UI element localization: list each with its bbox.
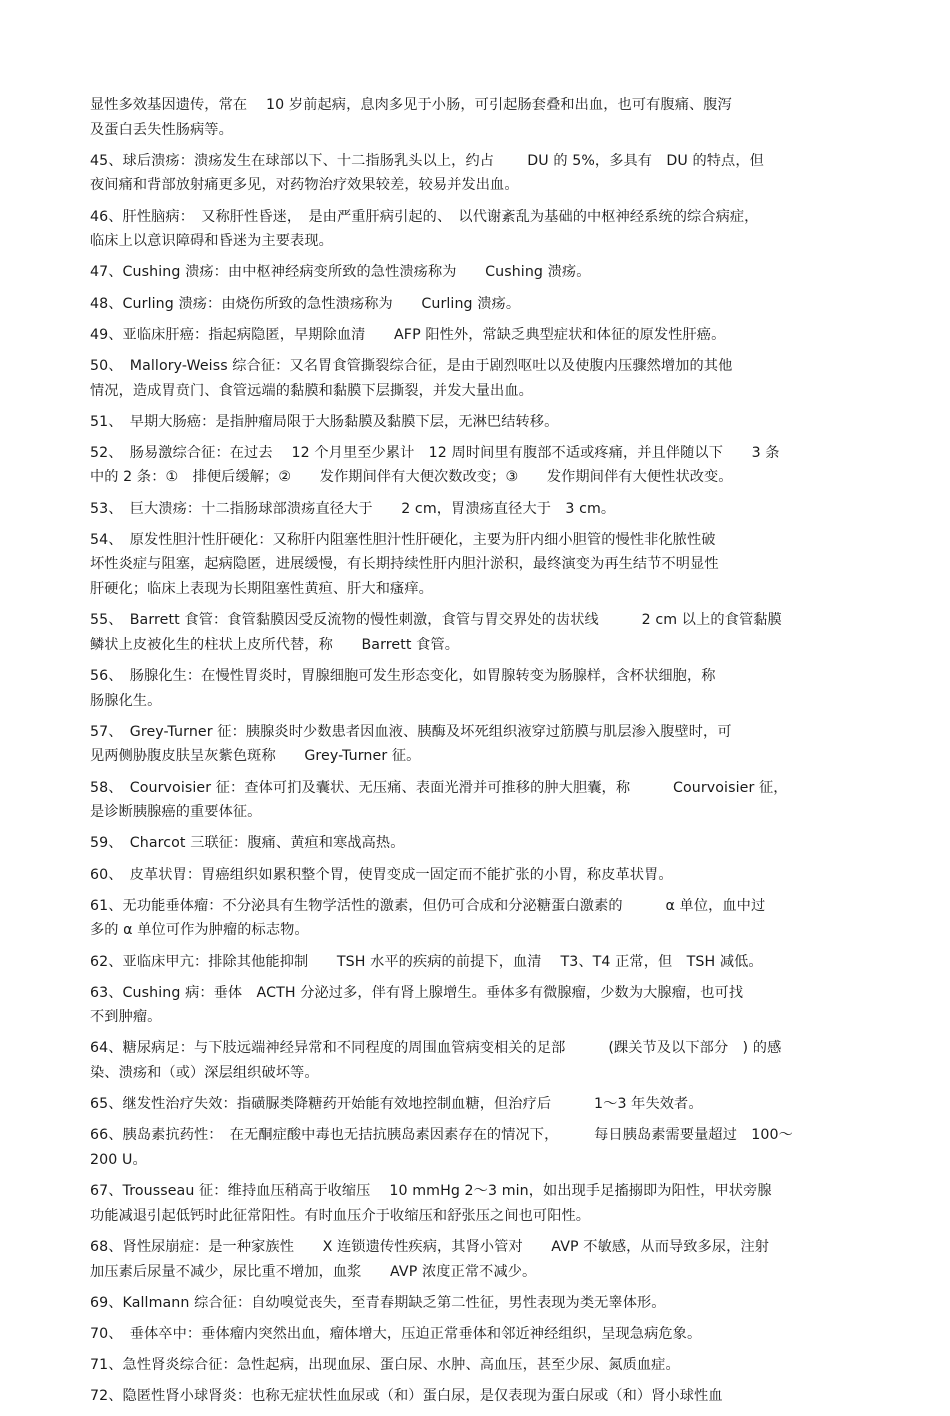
text-line: 及蛋白丢失性肠病等。: [90, 121, 233, 138]
text-line: 200 U。: [90, 1152, 147, 1169]
term-entry: [90, 608, 865, 657]
term-entry: [90, 1384, 865, 1409]
text-line: 66、胰岛素抗药性： 在无酮症酸中毒也无拮抗胰岛素因素存在的情况下， 每日胰岛素需要量超过 100～: [90, 1127, 793, 1144]
term-entry: [90, 410, 865, 435]
text-line: 67、Trousseau 征：维持血压稍高于收缩压 10 mmHg 2～3 min，如出现手足搐搦即为阳性，甲状旁腺: [90, 1183, 772, 1200]
term-entry: [90, 720, 865, 769]
term-entry: [90, 441, 865, 490]
term-entry: [90, 863, 865, 888]
text-line: 63、Cushing 病：垂体 ACTH 分泌过多，伴有肾上腺增生。垂体多有微腺瘤，少数为大腺瘤，也可找: [90, 984, 744, 1001]
term-entry: [90, 497, 865, 522]
term-entry: [90, 1092, 865, 1117]
term-entry: [90, 1322, 865, 1347]
term-entry: [90, 664, 865, 713]
text-line: 51、 早期大肠癌：是指肿瘤局限于大肠黏膜及黏膜下层，无淋巴结转移。: [90, 413, 559, 430]
text-line: 53、 巨大溃疡：十二指肠球部溃疡直径大于 2 cm，胃溃疡直径大于 3 cm。: [90, 500, 616, 517]
text-line: 60、 皮革状胃：胃癌组织如累积整个胃，使胃变成一固定而不能扩张的小胃，称皮革状胃。: [90, 866, 673, 883]
term-entry: [90, 1036, 865, 1085]
text-line: 55、 Barrett 食管：食管黏膜因受反流物的慢性刺激，食管与胃交界处的齿状线 2 cm 以上的食管黏膜: [90, 612, 782, 629]
text-line: 情况，造成胃贲门、食管远端的黏膜和黏膜下层撕裂，并发大量出血。: [90, 382, 533, 399]
text-line: 68、肾性尿崩症：是一种家族性 X 连锁遗传性疾病，其肾小管对 AVP 不敏感，从而导致多尿，注射: [90, 1239, 770, 1255]
text-line: 不到肿瘤。: [90, 1009, 162, 1026]
term-entry: [90, 93, 865, 142]
text-line: 多的 α 单位可作为肿瘤的标志物。: [90, 922, 309, 939]
text-line: 功能减退引起低钙时此征常阳性。有时血压介于收缩压和舒张压之间也可阳性。: [90, 1207, 591, 1224]
term-entry: [90, 354, 865, 403]
text-line: 是诊断胰腺癌的重要体征。: [90, 804, 262, 821]
text-line: 显性多效基因遗传，常在 10 岁前起病，息肉多见于小肠，可引起肠套叠和出血，也可有腹痛、腹泻: [90, 97, 732, 113]
text-line: 54、 原发性胆汁性肝硬化：又称肝内阻塞性胆汁性肝硬化，主要为肝内细小胆管的慢性非化脓性破: [90, 531, 716, 548]
text-line: 57、 Grey-Turner 征：胰腺炎时少数患者因血液、胰酶及坏死组织液穿过筋膜与肌层渗入腹壁时，可: [90, 723, 732, 740]
term-entry: [90, 323, 865, 348]
term-entry: [90, 149, 865, 198]
text-line: 59、 Charcot 三联征：腹痛、黄疸和寒战高热。: [90, 835, 405, 852]
term-entry: [90, 776, 865, 825]
text-line: 64、糖尿病足：与下肢远端神经异常和不同程度的周围血管病变相关的足部 (踝关节及以下部分 ) 的感: [90, 1040, 782, 1057]
term-entry: [90, 528, 865, 602]
term-entry: [90, 260, 865, 285]
text-line: 65、继发性治疗失效：指磺脲类降糖药开始能有效地控制血糖，但治疗后 1～3 年失效者。: [90, 1096, 703, 1113]
term-entry: [90, 1235, 865, 1284]
text-line: 62、亚临床甲亢：排除其他能抑制 TSH 水平的疾病的前提下，血清 T3、T4 正常，但 TSH 减低。: [90, 953, 763, 970]
text-line: 夜间痛和背部放射痛更多见，对药物治疗效果较差，较易并发出血。: [90, 177, 519, 194]
text-line: 中的 2 条：① 排便后缓解；② 发作期间伴有大便次数改变；③ 发作期间伴有大便性状改变。: [90, 469, 733, 486]
text-line: 染、溃疡和（或）深层组织破坏等。: [90, 1065, 319, 1082]
text-line: 临床上以意识障碍和昏迷为主要表现。: [90, 233, 333, 250]
text-line: 52、 肠易激综合征：在过去 12 个月里至少累计 12 周时间里有腹部不适或疼痛，并且伴随以下 3 条: [90, 444, 780, 461]
text-line: 见两侧胁腹皮肤呈灰紫色斑称 Grey-Turner 征。: [90, 748, 421, 765]
term-entry: [90, 950, 865, 975]
term-entry: [90, 1291, 865, 1316]
text-line: 70、 垂体卒中：垂体瘤内突然出血，瘤体增大，压迫正常垂体和邻近神经组织，呈现急病危象。: [90, 1325, 702, 1342]
text-line: 加压素后尿量不减少，尿比重不增加，血浆 AVP 浓度正常不减少。: [90, 1263, 537, 1280]
text-line: 47、Cushing 溃疡：由中枢神经病变所致的急性溃疡称为 Cushing 溃疡。: [90, 264, 591, 281]
text-line: 71、急性肾炎综合征：急性起病，出现血尿、蛋白尿、水肿、高血压，甚至少尿、氮质血症。: [90, 1357, 680, 1374]
text-line: 鳞状上皮被化生的柱状上皮所代替，称 Barrett 食管。: [90, 636, 460, 653]
text-line: 坏性炎症与阻塞，起病隐匿，进展缓慢，有长期持续性肝内胆汁淤积，最终演变为再生结节不明显性: [90, 556, 719, 573]
text-line: 50、 Mallory-Weiss 综合征：又名胃食管撕裂综合征，是由于剧烈呕吐以及使腹内压骤然增加的其他: [90, 357, 733, 374]
text-line: 49、亚临床肝癌：指起病隐匿，早期除血清 AFP 阳性外，常缺乏典型症状和体征的原发性肝癌。: [90, 326, 726, 343]
text-line: 肠腺化生。: [90, 692, 162, 709]
term-entry: [90, 292, 865, 317]
term-entry: [90, 981, 865, 1030]
text-line: 肝硬化；临床上表现为长期阻塞性黄疸、肝大和瘙痒。: [90, 581, 433, 598]
document-body: [90, 93, 865, 1416]
term-entry: [90, 1123, 865, 1172]
term-entry: [90, 1353, 865, 1378]
text-line: 48、Curling 溃疡：由烧伤所致的急性溃疡称为 Curling 溃疡。: [90, 295, 521, 312]
term-entry: [90, 1179, 865, 1228]
term-entry: [90, 894, 865, 943]
term-entry: [90, 831, 865, 856]
text-line: 56、 肠腺化生：在慢性胃炎时，胃腺细胞可发生形态变化，如胃腺转变为肠腺样，含杯状细胞，称: [90, 668, 716, 684]
text-line: 61、无功能垂体瘤：不分泌具有生物学活性的激素，但仍可合成和分泌糖蛋白激素的 α 单位，血中过: [90, 897, 766, 914]
text-line: 46、肝性脑病： 又称肝性昏迷， 是由严重肝病引起的、 以代谢紊乱为基础的中枢神经系统的综合病症，: [90, 208, 759, 225]
text-line: 69、Kallmann 综合征：自幼嗅觉丧失，至青春期缺乏第二性征，男性表现为类无睾体形。: [90, 1294, 666, 1311]
text-line: 58、 Courvoisier 征：查体可扪及囊状、无压痛、表面光滑并可推移的肿大胆囊，称 Courvoisier 征，: [90, 779, 788, 796]
text-line: 45、球后溃疡：溃疡发生在球部以下、十二指肠乳头以上，约占 DU 的 5%，多具有 DU 的特点，但: [90, 152, 764, 169]
text-line: 72、隐匿性肾小球肾炎：也称无症状性血尿或（和）蛋白尿，是仅表现为蛋白尿或（和）肾小球性血: [90, 1388, 723, 1405]
term-entry: [90, 205, 865, 254]
